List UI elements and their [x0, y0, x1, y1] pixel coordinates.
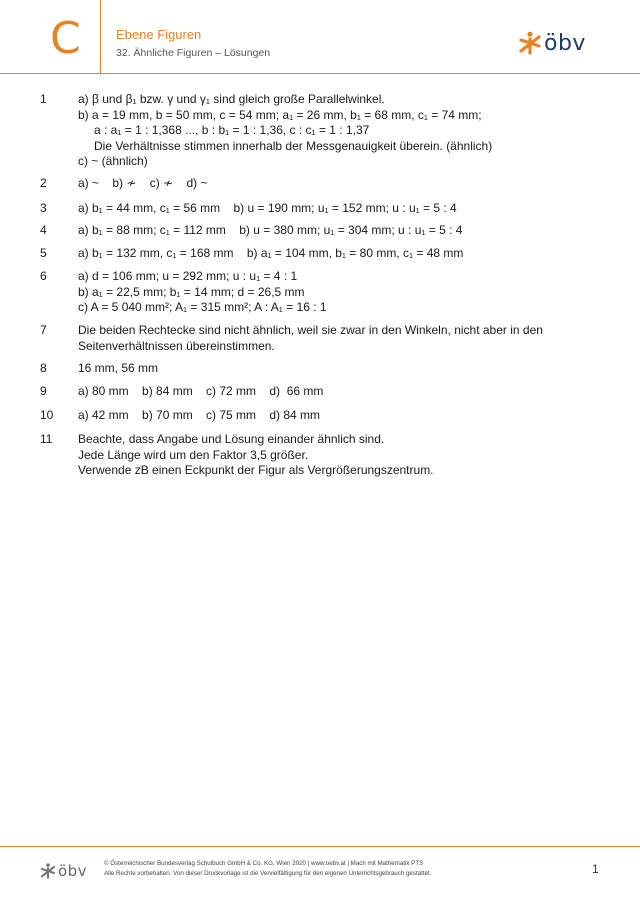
- task-number: 2: [40, 176, 47, 190]
- task-number: 9: [40, 384, 47, 398]
- solution-line: Beachte, dass Angabe und Lösung einander ähnlich sind.: [78, 432, 385, 446]
- publisher-logo: [518, 30, 586, 56]
- solution-line: a) b₁ = 88 mm; c₁ = 112 mm b) u = 380 mm; u₁ = 304 mm; u : u₁ = 5 : 4: [78, 223, 463, 237]
- solution-line: c) ~ (ähnlich): [78, 154, 148, 168]
- copyright-line: © Österreichischer Bundesverlag Schulbuch GmbH & Co. KG, Wien 2020 | www.oebv.at | Mach mit Mathematik PTS: [104, 860, 424, 867]
- solution-line: a) 42 mm b) 70 mm c) 75 mm d) 84 mm: [78, 408, 321, 422]
- oebv-star-icon: [40, 863, 56, 879]
- task-solution: [78, 408, 598, 424]
- task-solution: [78, 384, 598, 400]
- task-solution: [78, 176, 598, 192]
- solution-line: b) a = 19 mm, b = 50 mm, c = 54 mm; a₁ = 26 mm, b₁ = 68 mm, c₁ = 74 mm;: [78, 107, 482, 122]
- task-number: 7: [40, 323, 47, 337]
- task-number: 8: [40, 361, 47, 375]
- task-solution: [78, 361, 598, 377]
- page-number: 1: [592, 862, 599, 876]
- rights-line: Alle Rechte vorbehalten. Von dieser Druckvorlage ist die Vervielfältigung für den eigenen Unterrichtsgebrauch gestattet.: [104, 870, 432, 877]
- page-header: [0, 0, 640, 74]
- section-subtitle: 32. Ähnliche Figuren – Lösungen: [116, 47, 271, 59]
- task-number: 10: [40, 408, 54, 422]
- solution-line: Jede Länge wird um den Faktor 3,5 größer.: [78, 447, 309, 462]
- task-solution: [78, 246, 598, 262]
- chapter-letter: C: [50, 13, 81, 64]
- solution-line: a) b₁ = 132 mm, c₁ = 168 mm b) a₁ = 104 mm, b₁ = 80 mm, c₁ = 48 mm: [78, 246, 464, 260]
- header-divider: [0, 73, 640, 74]
- task-number: 4: [40, 223, 47, 237]
- footer-logo-wordmark: öbv: [58, 862, 88, 880]
- solution-line: a : a₁ = 1 : 1,368 ..., b : b₁ = 1 : 1,36, c : c₁ = 1 : 1,37: [94, 123, 370, 137]
- solution-line: Verwende zB einen Eckpunkt der Figur als Vergrößerungszentrum.: [78, 463, 434, 477]
- task-number: 11: [40, 432, 53, 446]
- footer-logo: [40, 862, 87, 880]
- task-solution: [78, 432, 598, 479]
- task-number: 1: [40, 92, 47, 106]
- solution-line: a) d = 106 mm; u = 292 mm; u : u₁ = 4 : 1: [78, 269, 298, 283]
- solution-line: a) β und β₁ bzw. γ und γ₁ sind gleich große Parallelwinkel.: [78, 92, 385, 106]
- solution-line: a) b₁ = 44 mm, c₁ = 56 mm b) u = 190 mm; u₁ = 152 mm; u : u₁ = 5 : 4: [78, 201, 457, 215]
- solution-line: Die beiden Rechtecke sind nicht ähnlich, weil sie zwar in den Winkeln, nicht aber in den: [78, 323, 543, 337]
- task-solution: [78, 269, 598, 316]
- solution-line: b) a₁ = 22,5 mm; b₁ = 14 mm; d = 26,5 mm: [78, 284, 305, 299]
- header-vertical-divider: [100, 0, 101, 73]
- footer-copyright: [104, 859, 431, 879]
- solution-line: a) ~ b) ≁ c) ≁ d) ~: [78, 176, 208, 190]
- task-number: 3: [40, 201, 47, 215]
- task-number: 6: [40, 269, 47, 283]
- logo-wordmark: öbv: [544, 30, 586, 56]
- footer-divider: [0, 846, 640, 847]
- solution-line: c) A = 5 040 mm²; A₁ = 315 mm²; A : A₁ = 16 : 1: [78, 300, 327, 314]
- task-number: 5: [40, 246, 47, 260]
- task-solution: [78, 201, 598, 217]
- task-solution: [78, 323, 598, 354]
- oebv-star-icon: [518, 31, 542, 55]
- chapter-title: Ebene Figuren: [116, 27, 202, 42]
- solution-line: Die Verhältnisse stimmen innerhalb der Messgenauigkeit überein. (ähnlich): [94, 138, 493, 153]
- solution-line: 16 mm, 56 mm: [78, 361, 159, 375]
- task-solution: [78, 223, 598, 239]
- solution-line: a) 80 mm b) 84 mm c) 72 mm d) 66 mm: [78, 384, 324, 398]
- task-solution: [78, 92, 598, 170]
- solution-line: Seitenverhältnissen übereinstimmen.: [78, 338, 275, 353]
